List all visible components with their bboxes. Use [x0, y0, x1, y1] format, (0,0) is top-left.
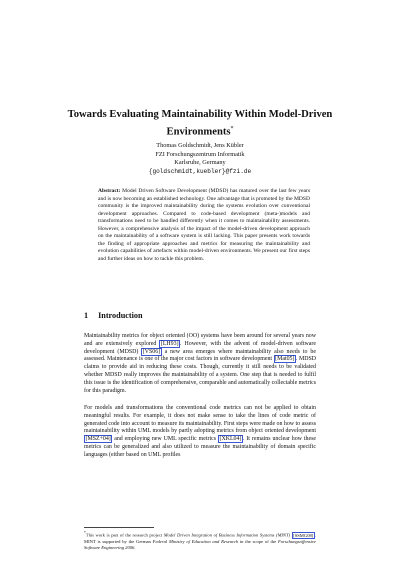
intro-paragraph-2	[84, 405, 316, 460]
author-names: Thomas Goldschmidt, Jens Kübler	[156, 142, 244, 149]
footnote-program-name: Forschungsoffensive Software Engineering 2006	[84, 538, 316, 550]
paragraph-text: a new area emerges where maintainability also needs to be assessed. Maintenance is one of the major cost factors in software development	[84, 348, 316, 363]
title-text: Towards Evaluating Maintainability Within Model-Driven Environments	[67, 109, 333, 138]
paper-title	[60, 108, 340, 140]
section-heading	[84, 311, 143, 320]
citation-link[interactable]: [XKL04]	[219, 436, 242, 443]
paragraph-text: . However, with the advent of model-driven software development (MDSD)	[84, 340, 316, 355]
abstract	[98, 188, 310, 263]
title-footnote-mark: *	[230, 126, 234, 132]
intro-paragraph-1	[84, 333, 316, 395]
citation-link[interactable]: [VS06]	[142, 348, 161, 355]
section-number: 1	[84, 311, 89, 320]
footnote-ministry-name: Federal Ministry of Education and Research	[152, 538, 239, 544]
footnote-project-name: Model Driven Integration of Business Information Systems (MINT)	[163, 532, 291, 538]
author-email: {goldschmidt,kuebler}@fzi.de	[148, 167, 252, 175]
citation-link[interactable]: [Mat05]	[275, 356, 295, 363]
paragraph-text: Maintainability metrics for object oriented (OO) systems have been around for several years now and are extensively explored	[84, 333, 316, 347]
abstract-label: Abstract:	[98, 188, 121, 194]
citation-link[interactable]: [MSZ+04]	[85, 436, 111, 443]
footnote-text: . MINT is supported by the German	[84, 532, 316, 544]
author-affiliation: FZI Forschungszentrum Informatik	[155, 150, 245, 158]
citation-link[interactable]: [LH93]	[160, 340, 179, 347]
footnote-text: .	[134, 544, 136, 550]
abstract-text: Model Driven Software Development (MDSD) has matured over the last few years and is now becoming an established technology. One advantage that is promoted by the MDSD community is the improved maintainability during the systems evolution over conventional development approaches. Compared to code-based development (meta-)models and transformations need to be handled differently when it comes to maintainability assessments. However, a comprehensive analysis of the impact of the model-driven development approach on the maintainability of a software system is still lacking. This paper presents work towards the finding of appropriate approaches and metrics for measuring the maintainability and evolution capabilities of artefacts within model-driven environments. We present our first steps and further ideas on how to tackle this problem.	[98, 188, 310, 262]
footnote-text: This work is part of the research project	[85, 532, 164, 538]
citation-link[interactable]: [SSMG08]	[293, 532, 314, 538]
author-block	[80, 142, 320, 176]
paragraph-text: . It remains unclear how these metrics can be generalized and also utilized to measure the maintainability of domain specific languages (either based on UML profiles	[84, 436, 316, 458]
footnote-mark: *	[84, 531, 86, 535]
paragraph-text: and employing new UML specific metrics	[112, 436, 218, 443]
paragraph-text: For models and transformations the conventional code metrics can not be applied to obtain meaningful results. For example, it does not make sense to take the lines of code metric of generated code into account to measure its maintainability. First steps were made on how to assess maintainability within UML models by partly adopting metrics from object oriented development	[84, 405, 316, 435]
section-title: Introduction	[98, 311, 143, 320]
footnote	[84, 530, 316, 551]
footnote-text: in the scope of the	[238, 538, 278, 544]
footnote-divider	[84, 527, 154, 528]
paragraph-text: . MDSD claims to provide aid in reducing these costs. Though, currently it still needs to be validated whether MDSD really improves the maintainability of a system. One step that is needed to fulfil this issue is the identification of comprehensive, comparable and automatically collectable metrics for this paradigm.	[84, 356, 317, 394]
author-city: Karlsruhe, Germany	[174, 159, 226, 167]
